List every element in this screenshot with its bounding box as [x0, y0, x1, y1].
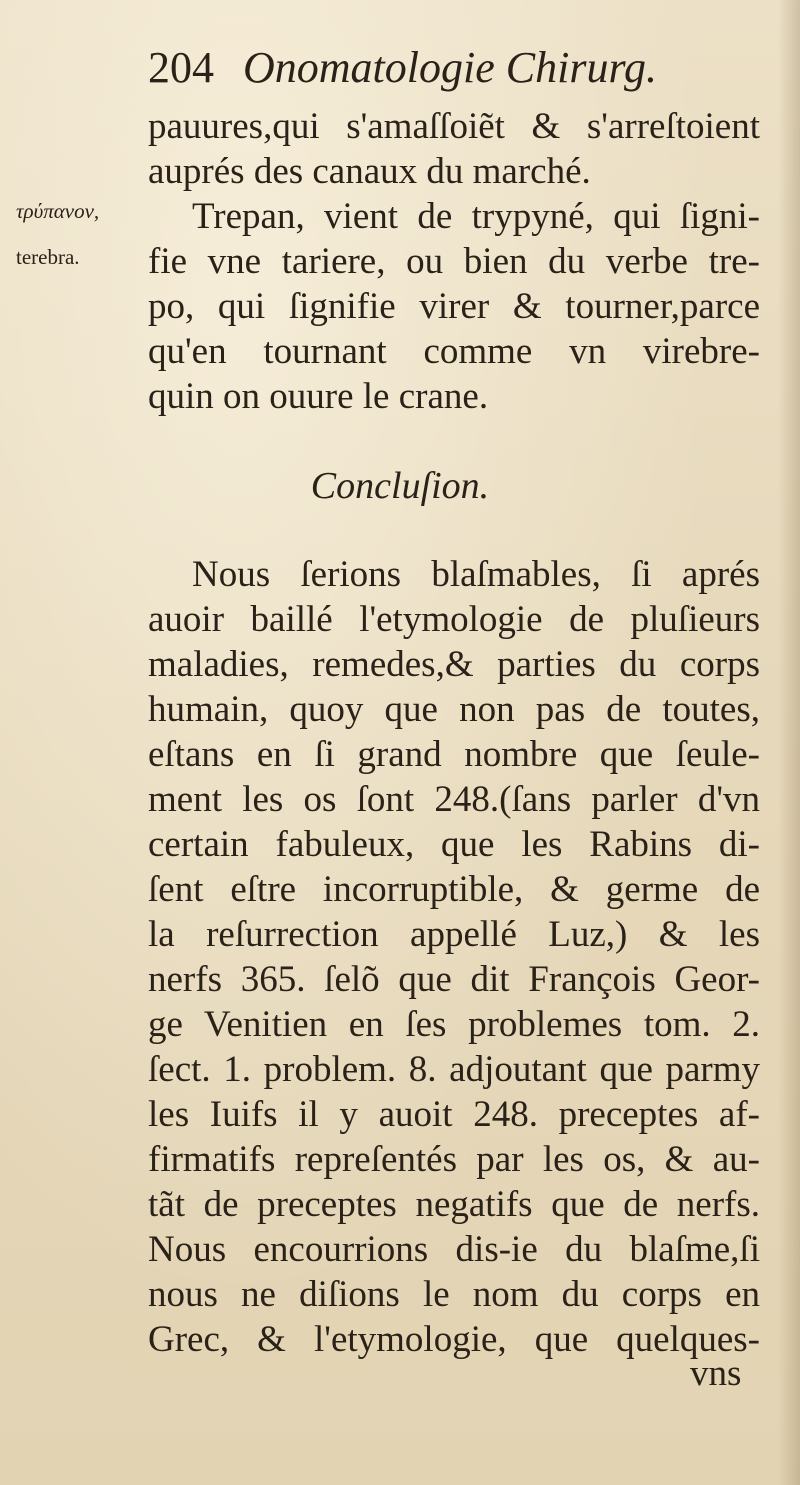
marginal-note-greek: τρύπανον,	[16, 199, 100, 223]
text-line: Nous ſerions blaſmables, ſi aprés	[192, 554, 760, 595]
text-line: certain fabuleux, que les Rabins di-	[148, 824, 760, 865]
text-line: auoir baillé l'etymologie de pluſieurs	[148, 599, 760, 640]
text-line: po, qui ſignifie virer & tourner,parce	[148, 286, 760, 327]
text-line: humain, quoy que non pas de toutes,	[148, 689, 760, 730]
text-line: quin on ouure le crane.	[148, 376, 489, 417]
paragraph-conclusion	[148, 552, 760, 1362]
text-line: pauures,qui s'amaſſoiẽt & s'arreſtoient	[148, 106, 760, 147]
text-line: auprés des canaux du marché.	[148, 151, 591, 192]
text-line: nerfs 365. ſelõ que dit François Geor-	[148, 959, 760, 1000]
page-number: 204	[148, 43, 214, 92]
text-line: les Iuifs il y auoit 248. preceptes af-	[148, 1094, 760, 1135]
marginal-note-latin: terebra.	[16, 245, 80, 269]
text-line: ment les os ſont 248.(ſans parler d'vn	[148, 779, 760, 820]
text-line: Nous encourrions dis-ie du blaſme,ſi	[148, 1229, 760, 1270]
text-line: Trepan, vient de trypyné, qui ſigni-	[192, 196, 760, 237]
text-line: ge Venitien en ſes problemes tom. 2.	[148, 1004, 760, 1045]
text-line: Grec, & l'etymologie, que quelques-	[148, 1319, 760, 1360]
text-line: firmatifs repreſentés par les os, & au-	[148, 1139, 760, 1180]
section-heading: Concluſion.	[310, 465, 490, 507]
page-edge-shadow	[778, 0, 800, 1485]
running-title: Onomatologie Chirurg.	[243, 43, 657, 92]
text-line: nous ne diſions le nom du corps en	[148, 1274, 760, 1315]
catchword: vns	[690, 1353, 742, 1394]
text-line: la reſurrection appellé Luz,) & les	[148, 914, 760, 955]
text-line: maladies, remedes,& parties du corps	[148, 644, 760, 685]
text-line: ſent eſtre incorruptible, & germe de	[148, 869, 760, 910]
text-line: eſtans en ſi grand nombre que ſeule-	[148, 734, 760, 775]
text-line: qu'en tournant comme vn virebre-	[148, 331, 760, 372]
running-header	[148, 40, 758, 96]
paragraph-trepan	[148, 104, 760, 419]
text-line: fie vne tariere, ou bien du verbe tre-	[148, 241, 760, 282]
text-line: tãt de preceptes negatifs que de nerfs.	[148, 1184, 760, 1225]
text-line: ſect. 1. problem. 8. adjoutant que parmy	[148, 1049, 760, 1090]
